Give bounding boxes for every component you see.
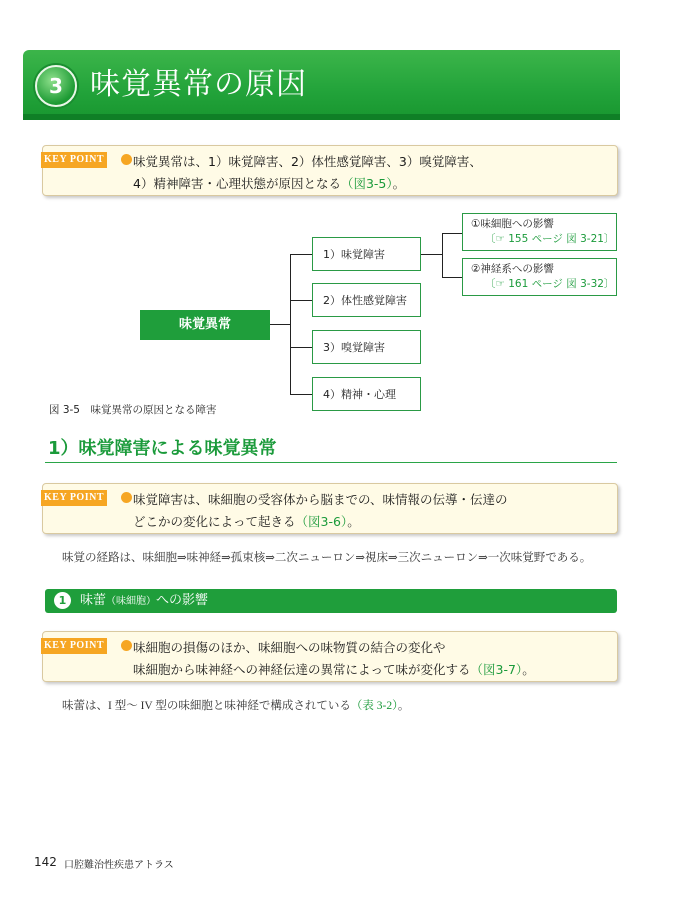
page-reference: 〔☞ 155 ページ 図 3-21〕	[485, 233, 615, 245]
running-footer-title: 口腔難治性疾患アトラス	[64, 860, 174, 871]
diagram-connector	[442, 233, 462, 234]
figure-reference: （図3-5）	[340, 176, 393, 191]
keypoint-text-line: 味覚障害は、味細胞の受容体から脳までの、味情報の伝導・伝達の	[133, 492, 508, 507]
keypoint-text: 4）精神障害・心理状態が原因となる	[133, 176, 341, 191]
keypoint-text-line	[133, 174, 405, 192]
keypoint-text: 味細胞から味神経への神経伝達の異常によって味が変化する	[133, 662, 471, 677]
keypoint-text-line	[133, 512, 360, 530]
keypoint-text: どこかの変化によって起きる	[133, 514, 296, 529]
diagram-connector	[421, 254, 442, 255]
page-number: 142	[34, 855, 57, 869]
keypoint-text-line: 味覚異常は、1）味覚障害、2）体性感覚障害、3）嗅覚障害、	[133, 154, 482, 169]
keypoint-box-1	[42, 145, 618, 196]
section-heading: 1）味覚障害による味覚異常	[48, 438, 277, 459]
keypoint-label: KEY POINT	[41, 638, 107, 654]
keypoint-box-3	[42, 631, 618, 682]
body-text: 。	[397, 700, 410, 712]
table-reference: （表 3-2）	[350, 700, 398, 712]
diagram-connector	[290, 254, 291, 395]
diagram-connector	[290, 347, 312, 348]
body-paragraph	[62, 697, 409, 713]
bullet-icon	[121, 492, 132, 503]
body-paragraph: 味覚の経路は、味細胞⇒味神経⇒孤束核⇒二次ニューロン⇒視床⇒三次ニューロン⇒一次味覚野である。	[62, 552, 592, 564]
diagram-connector	[290, 394, 312, 395]
section-divider	[45, 462, 617, 463]
keypoint-text: 。	[347, 514, 360, 529]
chapter-number-badge: 3	[35, 65, 77, 107]
diagram-sub-label: ①味細胞への影響	[471, 218, 554, 230]
diagram-sub-taste-cell	[462, 213, 617, 251]
diagram-sub-label: ②神経系への影響	[471, 263, 554, 275]
bullet-icon	[121, 640, 132, 651]
figure-reference: （図3-6）	[295, 514, 348, 529]
keypoint-text-line	[133, 660, 535, 678]
diagram-connector	[442, 277, 462, 278]
keypoint-label: KEY POINT	[41, 490, 107, 506]
diagram-sub-nerve	[462, 258, 617, 296]
keypoint-label: KEY POINT	[41, 152, 107, 168]
diagram-branch-psychological: 4）精神・心理	[312, 377, 421, 411]
chapter-title: 味覚異常の原因	[90, 67, 307, 102]
diagram-connector	[290, 300, 312, 301]
bullet-icon	[121, 154, 132, 165]
subsection-title-small: （味細胞）	[106, 596, 157, 607]
subsection-heading-bar	[45, 589, 617, 613]
subsection-title-rest: への影響	[156, 593, 209, 608]
diagram-branch-somatosensory: 2）体性感覚障害	[312, 283, 421, 317]
page-reference: 〔☞ 161 ページ 図 3-32〕	[485, 278, 615, 290]
keypoint-text-line: 味細胞の損傷のほか、味細胞への味物質の結合の変化や	[133, 640, 446, 655]
diagram-root-node: 味覚異常	[140, 310, 270, 340]
diagram-branch-olfactory: 3）嗅覚障害	[312, 330, 421, 364]
diagram-connector	[290, 254, 312, 255]
diagram-branch-taste-disorder: 1）味覚障害	[312, 237, 421, 271]
diagram-connector	[442, 233, 443, 278]
diagram-connector	[270, 324, 290, 325]
subsection-number-badge: 1	[54, 592, 71, 609]
subsection-title-main: 味蕾	[80, 593, 107, 608]
subsection-title	[80, 592, 208, 611]
keypoint-text: 。	[522, 662, 535, 677]
figure-caption: 図 3-5 味覚異常の原因となる障害	[49, 404, 217, 416]
keypoint-text: 。	[392, 176, 406, 191]
keypoint-box-2	[42, 483, 618, 534]
body-text: 味蕾は、I 型～ IV 型の味細胞と味神経で構成されている	[62, 700, 351, 712]
figure-reference: （図3-7）	[470, 662, 523, 677]
